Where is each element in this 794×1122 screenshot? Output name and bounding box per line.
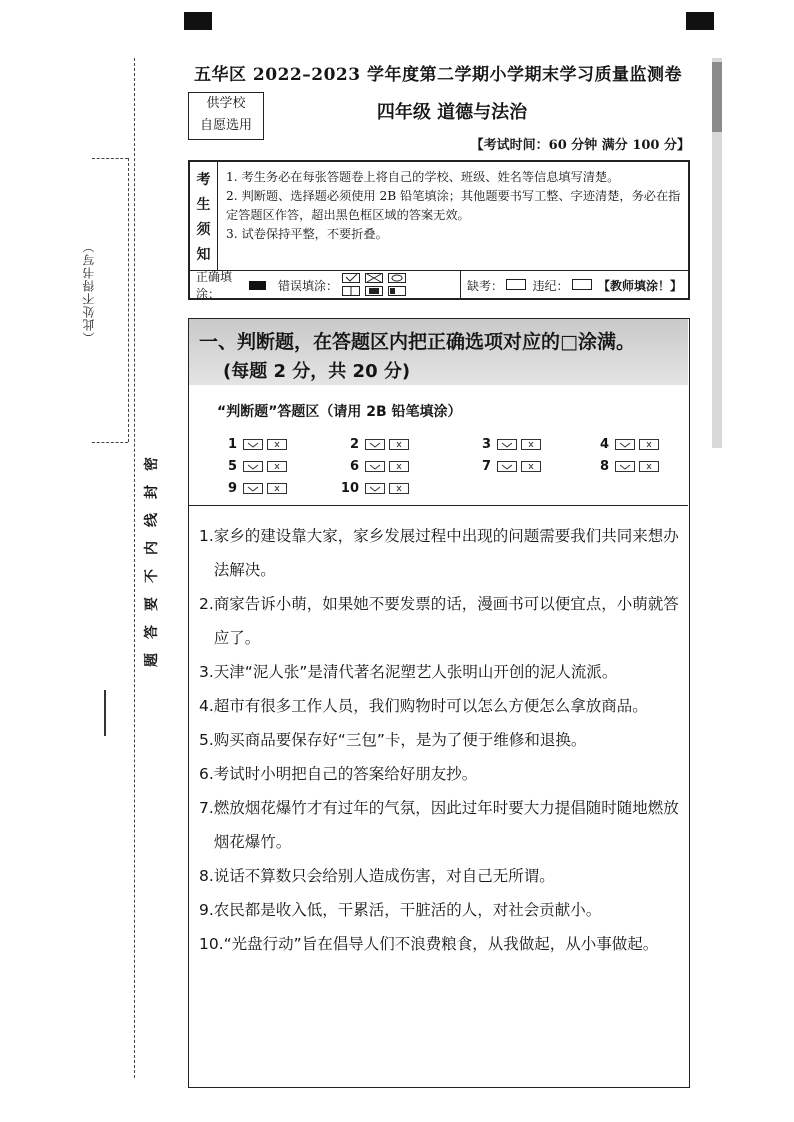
answer-number: 8	[599, 459, 609, 474]
notice-rules	[226, 168, 686, 244]
seal-char: 封	[144, 485, 160, 499]
answer-item	[589, 459, 663, 474]
teacher-fill-area	[460, 271, 688, 299]
question-text: 天津“泥人张”是清代著名泥塑艺人张明山开创的泥人流派。	[213, 663, 618, 681]
answer-item	[217, 459, 291, 474]
question-number: 2.	[199, 595, 214, 613]
answer-number: 2	[349, 437, 359, 452]
exam-title: 五华区 2022–2023 学年度第二学期小学期末学习质量监测卷	[194, 65, 682, 85]
side-tick-mark	[104, 690, 106, 736]
question-item	[199, 587, 685, 655]
question-item	[199, 655, 685, 689]
scrollbar[interactable]	[712, 58, 722, 448]
correct-fill-label: 正确填涂：	[196, 270, 233, 301]
answer-item	[589, 437, 663, 452]
answer-item	[339, 481, 413, 496]
question-item	[199, 757, 685, 791]
true-option-bubble[interactable]	[243, 483, 263, 494]
answer-area-title: “判断题”答题区（请用 2B 铅笔填涂）	[217, 404, 462, 420]
correct-fill	[190, 271, 272, 299]
question-number: 6.	[199, 765, 214, 783]
question-text: 说话不算数只会给别人造成伤害，对自己无所谓。	[213, 867, 555, 885]
false-option-bubble[interactable]	[389, 483, 409, 494]
true-option-bubble[interactable]	[497, 439, 517, 450]
answer-number: 9	[227, 481, 237, 496]
seal-char: 题	[144, 653, 160, 667]
question-list	[199, 519, 685, 961]
answer-item	[339, 437, 413, 452]
question-item	[199, 927, 685, 961]
question-number: 4.	[199, 697, 214, 715]
true-option-bubble[interactable]	[615, 461, 635, 472]
question-text: 考试时小明把自己的答案给好朋友抄。	[213, 765, 478, 783]
false-option-bubble[interactable]	[267, 439, 287, 450]
question-item	[199, 689, 685, 723]
true-option-bubble[interactable]	[365, 483, 385, 494]
slash-box-icon	[342, 286, 360, 296]
cut-line-bottom	[92, 442, 128, 443]
optional-use-line2: 自愿选用	[199, 118, 252, 133]
question-text: “光盘行动”旨在倡导人们不浪费粮食，从我做起，从小事做起。	[223, 935, 659, 953]
answer-item	[217, 481, 291, 496]
true-option-bubble[interactable]	[615, 439, 635, 450]
wrong-fill	[272, 271, 460, 299]
question-number: 9.	[199, 901, 214, 919]
answer-number: 10	[340, 481, 359, 496]
violation	[532, 277, 594, 294]
violation-label: 违纪：	[532, 278, 569, 293]
seal-char: 答	[144, 625, 160, 639]
violation-checkbox[interactable]	[572, 279, 592, 290]
answer-item	[217, 437, 291, 452]
notice-side-char: 须	[196, 221, 211, 238]
false-option-bubble[interactable]	[521, 461, 541, 472]
false-option-bubble[interactable]	[267, 461, 287, 472]
false-option-bubble[interactable]	[521, 439, 541, 450]
true-option-bubble[interactable]	[243, 439, 263, 450]
optional-use-box	[188, 92, 264, 140]
seal-char: 密	[144, 457, 160, 471]
question-number: 1.	[199, 527, 214, 545]
registration-mark-left	[184, 12, 212, 30]
question-text: 农民都是收入低，干累活，干脏活的人，对社会贡献小。	[213, 901, 602, 919]
false-option-bubble[interactable]	[267, 483, 287, 494]
half-filled-box-icon	[365, 286, 383, 296]
question-item	[199, 723, 685, 757]
question-text: 燃放烟花爆竹才有过年的气氛，因此过年时要大力提倡随时随地燃放烟花爆竹。	[213, 799, 679, 851]
seal-char: 不	[144, 569, 160, 583]
check-box-icon	[342, 273, 360, 283]
binding-line	[134, 58, 135, 1078]
side-note: （此处不得书写）	[82, 240, 96, 344]
notice-side-label	[190, 162, 218, 270]
seal-char: 线	[144, 513, 160, 527]
question-item	[199, 859, 685, 893]
absent-checkbox[interactable]	[506, 279, 526, 290]
notice-side-char: 考	[196, 171, 211, 188]
answer-number: 6	[349, 459, 359, 474]
wrong-fill-label: 错误填涂：	[278, 278, 339, 293]
question-number: 8.	[199, 867, 214, 885]
true-option-bubble[interactable]	[365, 461, 385, 472]
question-number: 3.	[199, 663, 214, 681]
absent	[467, 277, 529, 294]
section-true-false	[188, 318, 690, 1088]
cut-line-side	[128, 158, 129, 442]
answer-number: 5	[227, 459, 237, 474]
candidate-notice	[188, 160, 690, 300]
answer-item	[339, 459, 413, 474]
notice-rule: 3. 试卷保持平整，不要折叠。	[226, 227, 388, 241]
false-option-bubble[interactable]	[639, 439, 659, 450]
false-option-bubble[interactable]	[389, 461, 409, 472]
scrollbar-thumb[interactable]	[712, 62, 722, 132]
section-header	[189, 319, 688, 385]
question-number: 5.	[199, 731, 214, 749]
wrong-fill-examples	[342, 273, 408, 297]
absent-label: 缺考：	[467, 278, 504, 293]
answer-number: 7	[481, 459, 491, 474]
answer-item	[471, 459, 545, 474]
notice-side-char: 知	[196, 246, 211, 263]
fill-legend	[190, 270, 688, 299]
answer-number: 1	[227, 437, 237, 452]
true-option-bubble[interactable]	[243, 461, 263, 472]
filled-box-icon	[249, 281, 266, 290]
time-info: 【考试时间：60 分钟 满分 100 分】	[470, 138, 690, 153]
answer-divider	[189, 505, 688, 506]
question-number: 10.	[199, 935, 224, 953]
question-text: 超市有很多工作人员，我们购物时可以怎么方便怎么拿放商品。	[213, 697, 648, 715]
true-option-bubble[interactable]	[497, 461, 517, 472]
answer-item	[471, 437, 545, 452]
notice-side-char: 生	[196, 196, 211, 213]
question-text: 商家告诉小萌，如果她不要发票的话，漫画书可以便宜点，小萌就答应了。	[213, 595, 679, 647]
notice-rule: 1. 考生务必在每张答题卷上将自己的学校、班级、姓名等信息填写清楚。	[226, 170, 620, 184]
circle-box-icon	[388, 273, 406, 283]
question-item	[199, 893, 685, 927]
question-number: 7.	[199, 799, 214, 817]
question-item	[199, 519, 685, 587]
question-item	[199, 791, 685, 859]
answer-number: 4	[599, 437, 609, 452]
partial-box-icon	[388, 286, 406, 296]
false-option-bubble[interactable]	[639, 461, 659, 472]
grade-subject: 四年级 道德与法治	[376, 102, 528, 123]
cut-line-top	[92, 158, 128, 159]
true-option-bubble[interactable]	[365, 439, 385, 450]
question-text: 家乡的建设靠大家，家乡发展过程中出现的问题需要我们共同来想办法解决。	[213, 527, 679, 579]
notice-rule: 2. 判断题、选择题必须使用 2B 铅笔填涂；其他题要书写工整、字迹清楚，务必在指定答题区作答，超出黑色框区域的答案无效。	[226, 189, 681, 222]
section-header-line2: (每题 2 分，共 20 分)	[223, 361, 411, 382]
cross-box-icon	[365, 273, 383, 283]
question-text: 购买商品要保存好“三包”卡，是为了便于维修和退换。	[213, 731, 587, 749]
teacher-fill-note: 【教师填涂！】	[597, 278, 682, 293]
registration-mark-right	[686, 12, 714, 30]
optional-use-line1: 供学校	[206, 96, 246, 111]
seal-char: 要	[144, 597, 160, 611]
section-header-line1: 一、判断题，在答题区内把正确选项对应的□涂满。	[199, 331, 635, 353]
seal-char: 内	[144, 541, 160, 555]
answer-number: 3	[481, 437, 491, 452]
false-option-bubble[interactable]	[389, 439, 409, 450]
